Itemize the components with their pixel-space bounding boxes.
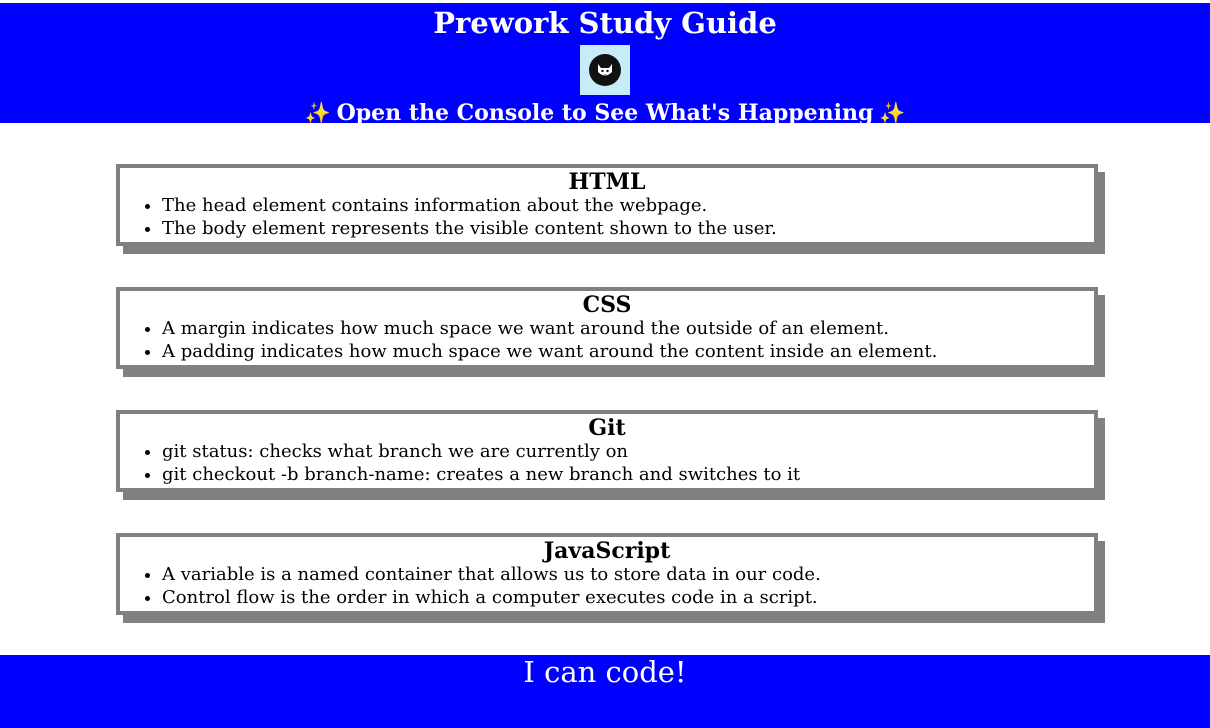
topic-list [120,317,1094,363]
sparkle-icon: ✨ [304,101,331,125]
topic-list [120,194,1094,240]
topic-card-git [116,410,1098,492]
topic-title: HTML [568,169,646,195]
topic-list [120,440,1094,486]
page-title: Prework Study Guide [433,6,777,40]
topic-card-javascript [116,533,1098,615]
list-item: • git status: checks what branch we are currently on [162,440,1094,463]
console-hint-text: Open the Console to See What's Happening [336,100,874,126]
list-item: • A margin indicates how much space we want around the outside of an element. [162,317,1094,340]
page-header [0,3,1210,126]
list-item: • The body element represents the visible content shown to the user. [162,217,1094,240]
topic-card-html [116,164,1098,246]
cat-face-icon [589,54,621,86]
list-item: • A padding indicates how much space we want around the content inside an element. [162,340,1094,363]
sparkle-icon: ✨ [879,101,906,125]
topic-card-css [116,287,1098,369]
list-item: • A variable is a named container that allows us to store data in our code. [162,563,1094,586]
topic-title: Git [588,415,626,441]
logo [580,45,630,95]
topic-title: JavaScript [543,538,671,564]
list-item: • git checkout -b branch-name: creates a new branch and switches to it [162,463,1094,486]
list-item: • Control flow is the order in which a computer executes code in a script. [162,586,1094,609]
topic-list [120,563,1094,609]
page-footer [0,655,1210,728]
topic-title: CSS [582,292,632,318]
list-item: • The head element contains information about the webpage. [162,194,1094,217]
console-hint [0,99,1210,127]
footer-text: I can code! [523,655,687,689]
